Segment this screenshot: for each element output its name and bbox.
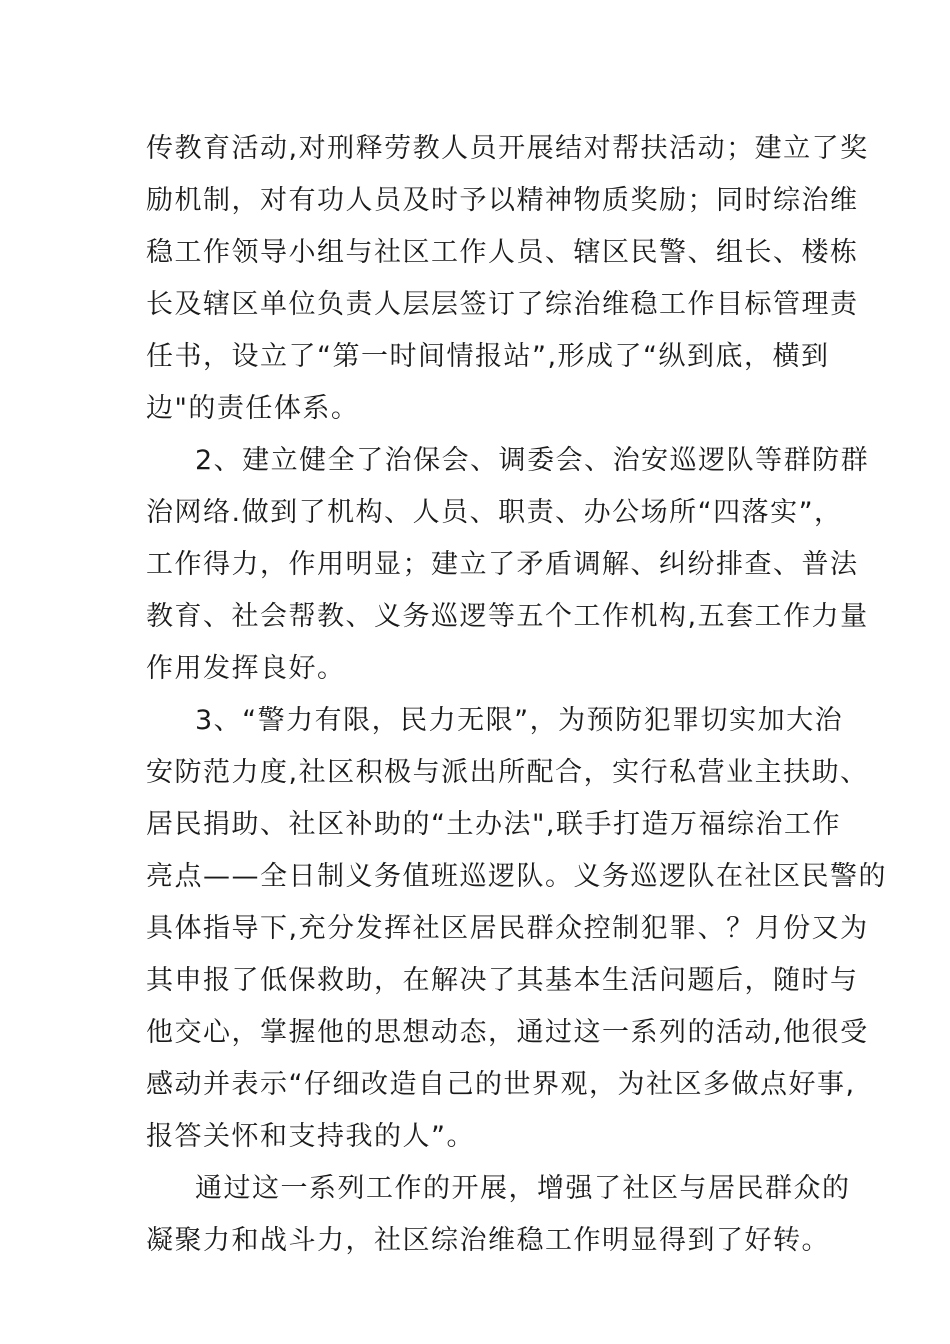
- text-line: 长及辖区单位负责人层层签订了综治维稳工作目标管理责: [146, 289, 859, 320]
- text-line: 任书，设立了“第一时间情报站”,形成了“纵到底，横到: [146, 341, 830, 372]
- text-line: 励机制，对有功人员及时予以精神物质奖励；同时综治维: [146, 185, 859, 216]
- text-line: 报答关怀和支持我的人”。: [146, 1121, 475, 1152]
- text-line: 3、“警力有限，民力无限”，为预防犯罪切实加大治: [195, 705, 844, 736]
- text-line: 2、建立健全了治保会、调委会、治安巡逻队等群防群: [195, 445, 870, 476]
- text-line: 具体指导下,充分发挥社区居民群众控制犯罪、？月份又为: [146, 913, 869, 944]
- text-line: 作用发挥良好。: [146, 653, 346, 684]
- text-line: 传教育活动,对刑释劳教人员开展结对帮扶活动；建立了奖: [146, 133, 869, 164]
- text-line: 亮点——全日制义务值班巡逻队。义务巡逻队在社区民警的: [146, 861, 887, 892]
- text-line: 感动并表示“仔细改造自己的世界观，为社区多做点好事,: [146, 1069, 856, 1100]
- text-line: 他交心，掌握他的思想动态，通过这一系列的活动,他很受: [146, 1017, 869, 1048]
- text-line: 边"的责任体系。: [146, 393, 360, 424]
- text-line: 工作得力，作用明显；建立了矛盾调解、纠纷排查、普法: [146, 549, 859, 580]
- text-line: 凝聚力和战斗力，社区综治维稳工作明显得到了好转。: [146, 1225, 830, 1256]
- text-line: 其申报了低保救助，在解决了其基本生活问题后，随时与: [146, 965, 859, 996]
- text-line: 教育、社会帮教、义务巡逻等五个工作机构,五套工作力量: [146, 601, 869, 632]
- text-line: 居民捐助、社区补助的“土办法",联手打造万福综治工作: [146, 809, 841, 840]
- text-line: 安防范力度,社区积极与派出所配合，实行私营业主扶助、: [146, 757, 869, 788]
- text-line: 稳工作领导小组与社区工作人员、辖区民警、组长、楼栋: [146, 237, 859, 268]
- text-line: 治网络.做到了机构、人员、职责、办公场所“四落实”，: [146, 497, 843, 528]
- text-line: 通过这一系列工作的开展，增强了社区与居民群众的: [195, 1173, 851, 1204]
